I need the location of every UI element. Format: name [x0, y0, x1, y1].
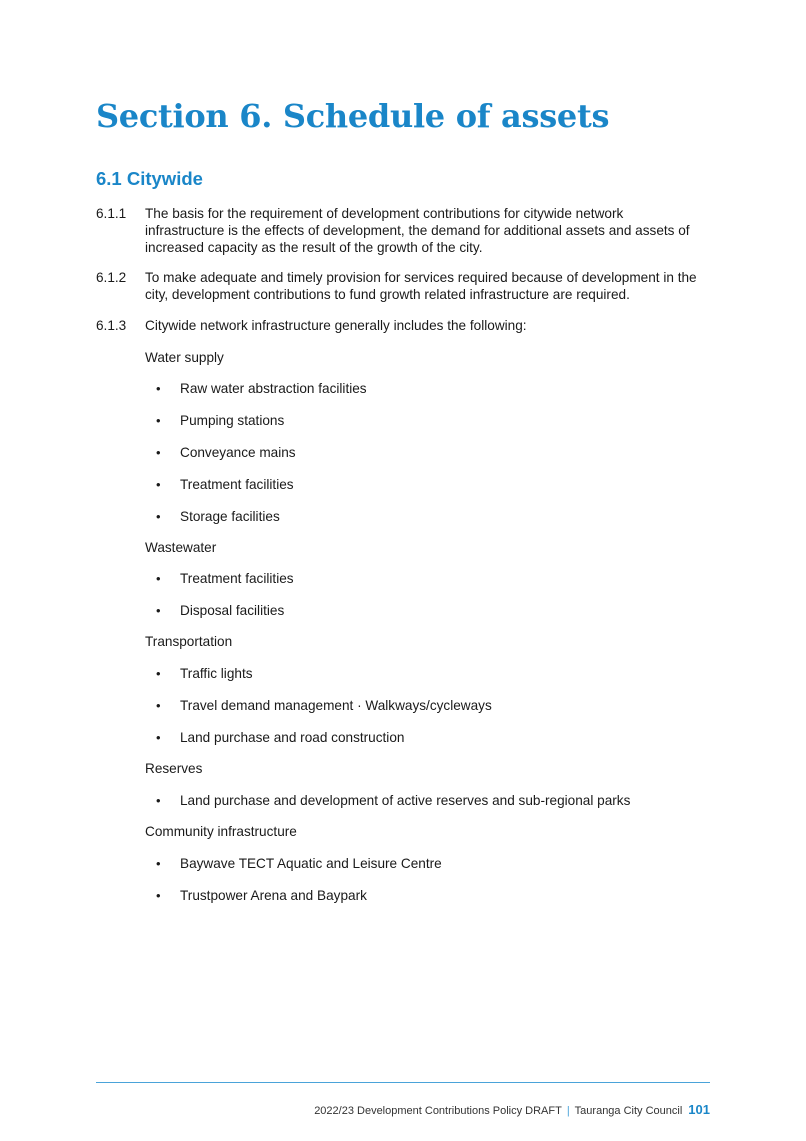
category-community-infrastructure: Community infrastructure [145, 824, 297, 839]
bullet-icon: • [156, 477, 161, 492]
category-water-supply: Water supply [145, 350, 224, 365]
bullet-icon: • [156, 856, 161, 871]
list-item: • Conveyance mains [156, 445, 296, 460]
list-item: • Treatment facilities [156, 477, 294, 492]
footer-organisation: Tauranga City Council [574, 1105, 683, 1117]
clause-number: 6.1.2 [96, 270, 127, 285]
list-item: • Land purchase and road construction [156, 730, 405, 745]
clause-6-1-2 [96, 269, 706, 303]
bullet-icon: • [156, 413, 161, 428]
footer-separator: | [566, 1105, 570, 1117]
list-item: • Trustpower Arena and Baypark [156, 888, 367, 903]
list-item: • Storage facilities [156, 509, 280, 524]
page-title: Section 6. Schedule of assets [96, 97, 610, 135]
category-reserves: Reserves [145, 761, 203, 776]
clause-6-1-1 [96, 205, 706, 256]
clause-number: 6.1.3 [96, 318, 127, 333]
list-item: • Land purchase and development of active reserves and sub-regional parks [156, 793, 631, 808]
category-wastewater: Wastewater [145, 540, 217, 555]
list-item: • Baywave TECT Aquatic and Leisure Centre [156, 856, 442, 871]
page-number: 101 [688, 1102, 710, 1117]
clause-text: Citywide network infrastructure generally includes the following: [145, 318, 527, 333]
footer-document-title: 2022/23 Development Contributions Policy DRAFT [314, 1105, 562, 1117]
clause-number: 6.1.1 [96, 206, 127, 221]
clause-text: The basis for the requirement of development contributions for citywide network infrastructure is the effects of development, the demand for additional assets and assets of increased capacity as the result of the growth of the city. [145, 206, 690, 255]
bullet-icon: • [156, 666, 161, 681]
bullet-icon: • [156, 571, 161, 586]
category-transportation: Transportation [145, 634, 233, 649]
clause-6-1-3 [96, 317, 706, 334]
bullet-icon: • [156, 793, 161, 808]
clause-text: To make adequate and timely provision for services required because of development in the city, development contributions to fund growth related infrastructure are required. [145, 270, 697, 302]
list-item: • Disposal facilities [156, 603, 285, 618]
list-item: • Traffic lights [156, 666, 253, 681]
list-item: • Treatment facilities [156, 571, 294, 586]
bullet-icon: • [156, 730, 161, 745]
bullet-icon: • [156, 445, 161, 460]
list-item: • Pumping stations [156, 413, 285, 428]
list-item: • Travel demand management · Walkways/cycleways [156, 698, 492, 713]
bullet-icon: • [156, 698, 161, 713]
list-item: • Raw water abstraction facilities [156, 381, 367, 396]
bullet-icon: • [156, 509, 161, 524]
section-heading: 6.1 Citywide [96, 168, 203, 189]
bullet-icon: • [156, 888, 161, 903]
footer-divider [96, 1082, 710, 1083]
bullet-icon: • [156, 603, 161, 618]
page-footer [314, 1102, 710, 1117]
bullet-icon: • [156, 381, 161, 396]
